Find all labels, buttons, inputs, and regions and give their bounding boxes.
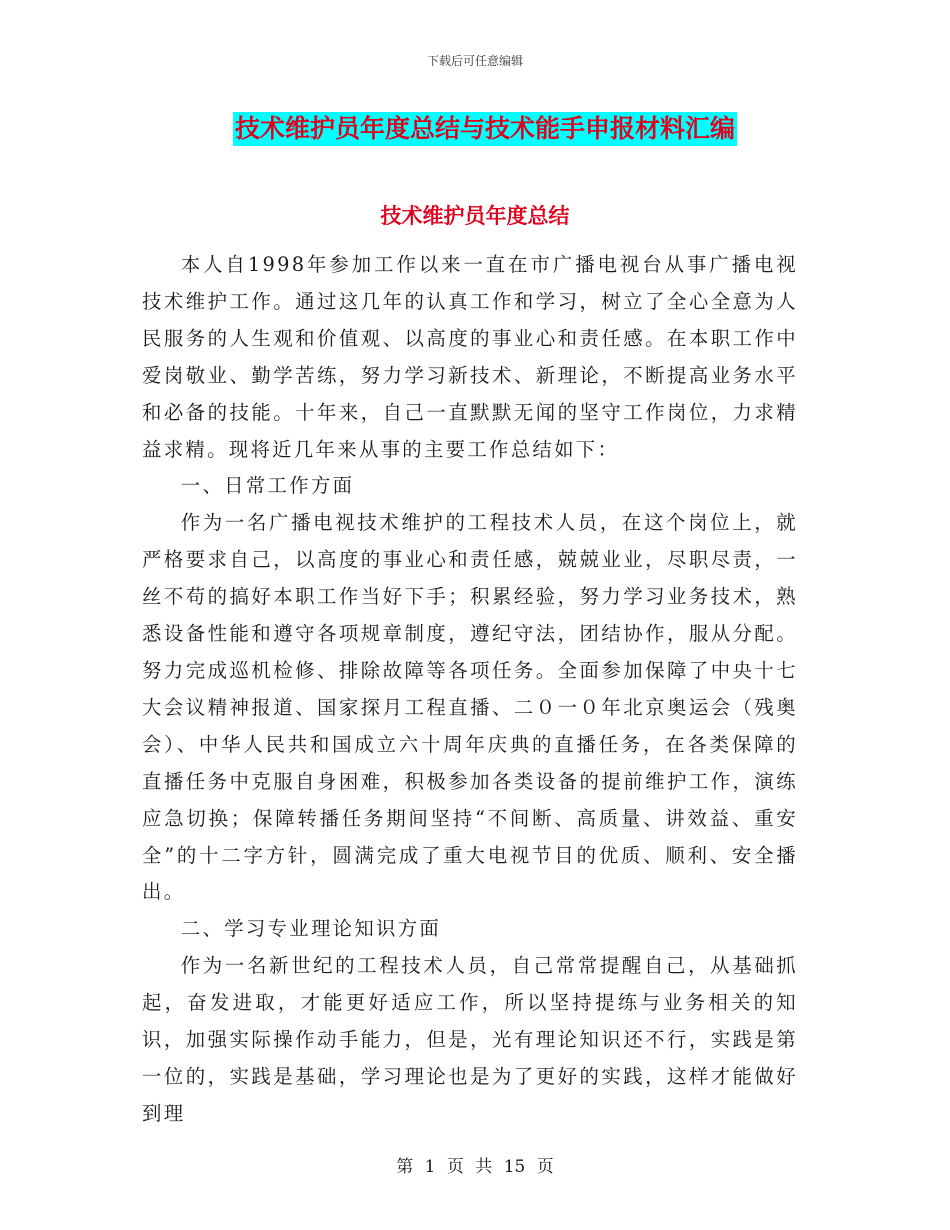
heading-theory-study: 二、学习专业理论知识方面 <box>180 917 442 941</box>
paragraph-theory-study: 作为一名新世纪的工程技术人员，自己常常提醒自己，从基础抓起，奋发进取，才能更好适应工作，所以坚持提练与业务相关的知识，加强实际操作动手能力，但是，光有理论知识还不行，实践是第一位的，实践是基础，学习理论也是为了更好的实践，这样才能做好到理 <box>142 954 798 1125</box>
paragraph-daily-work: 作为一名广播电视技术维护的工程技术人员，在这个岗位上，就严格要求自己，以高度的事业心和责任感，兢兢业业，尽职尽责，一丝不苟的搞好本职工作当好下手；积累经验，努力学习业务技术，熟悉设备性能和遵守各项规章制度，遵纪守法，团结协作，服从分配。努力完成巡机检修、排除故障等各项任务。全面参加保障了中央十七大会议精神报道、国家探月工程直播、二０一０年北京奥运会（残奥会）、中华人民共和国成立六十周年庆典的直播任务，在各类保障的直播任务中克服自身困难，积极参加各类设备的提前维护工作，演练应急切换；保障转播任务期间坚持“不间断、高质量、讲效益、重安全”的十二字方针，圆满完成了重大电视节目的优质、顺利、安全播出。 <box>142 511 798 904</box>
section-title: 技术维护员年度总结 <box>380 204 570 228</box>
paragraph-intro: 本人自1998年参加工作以来一直在市广播电视台从事广播电视技术维护工作。通过这几年的认真工作和学习，树立了全心全意为人民服务的人生观和价值观、以高度的事业心和责任感。在本职工作中爱岗敬业、勤学苦练，努力学习新技术、新理论，不断提高业务水平和必备的技能。十年来，自己一直默默无闻的坚守工作岗位，力求精益求精。现将近几年来从事的主要工作总结如下： <box>142 253 798 461</box>
document-title: 技术维护员年度总结与技术能手申报材料汇编 <box>233 112 737 146</box>
document-body <box>142 247 798 1133</box>
page-number-footer: 第 1 页 共 15 页 <box>396 1157 554 1177</box>
heading-daily-work: 一、日常工作方面 <box>180 474 355 498</box>
header-note: 下载后可任意编辑 <box>426 54 523 68</box>
